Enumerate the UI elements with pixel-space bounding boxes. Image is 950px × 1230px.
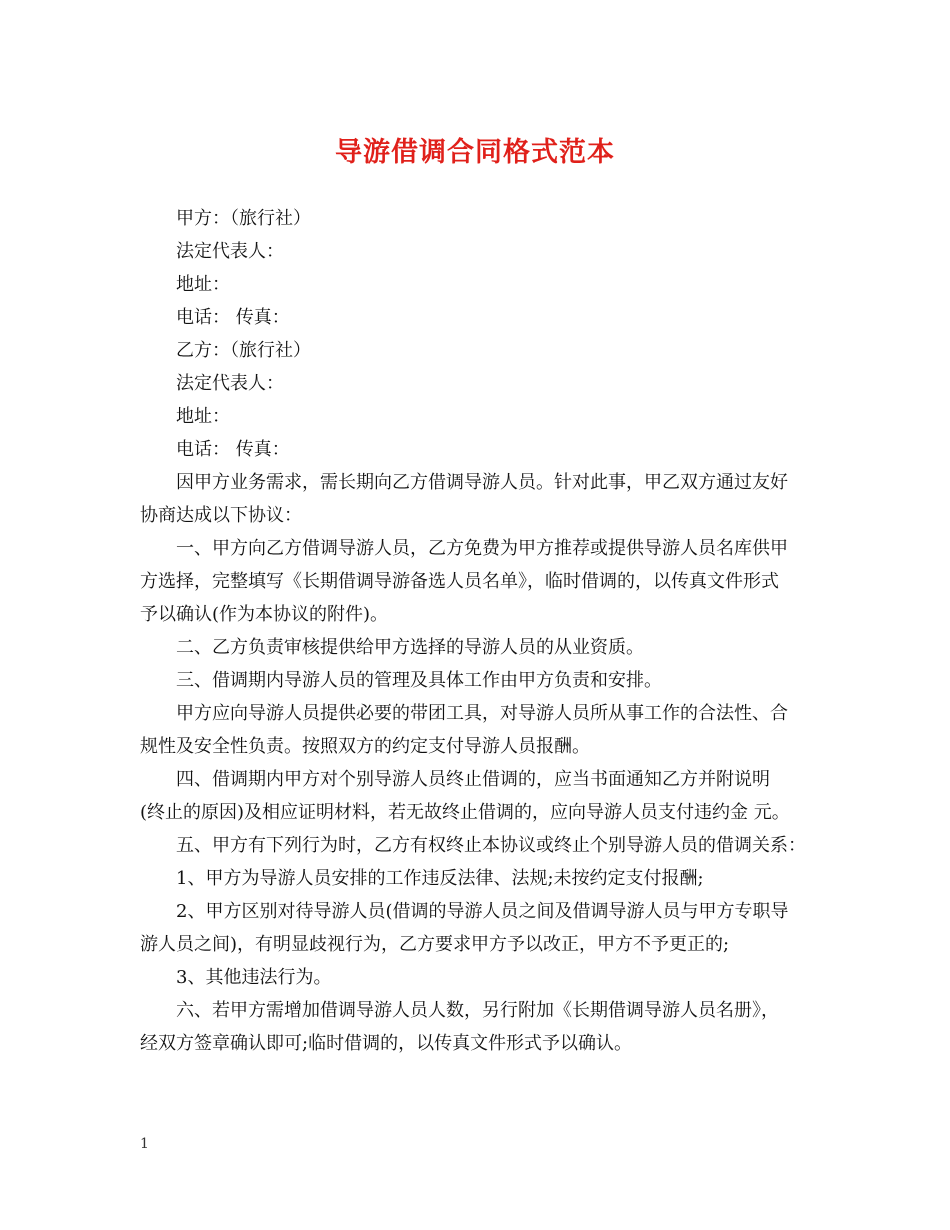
text-line: 甲方：（旅行社） bbox=[176, 208, 311, 229]
text-line: 甲方应向导游人员提供必要的带团工具，对导游人员所从事工作的合法性、合 bbox=[176, 703, 788, 724]
text-line: 电话： 传真： bbox=[176, 307, 290, 328]
text-line: 电话： 传真： bbox=[176, 439, 290, 460]
page-number: 1 bbox=[140, 1136, 149, 1152]
text-line: 游人员之间)，有明显歧视行为，乙方要求甲方予以改正，甲方不予更正的; bbox=[140, 934, 730, 955]
text-line: 地址： bbox=[176, 406, 230, 427]
text-line: 予以确认(作为本协议的附件)。 bbox=[140, 604, 389, 625]
text-line: 六、若甲方需增加借调导游人员人数，另行附加《长期借调导游人员名册》， bbox=[176, 1000, 779, 1021]
text-line: (终止的原因)及相应证明材料，若无故终止借调的，应向导游人员支付违约金 元。 bbox=[140, 802, 790, 823]
text-line: 法定代表人： bbox=[176, 241, 284, 262]
text-line: 因甲方业务需求，需长期向乙方借调导游人员。针对此事，甲乙双方通过友好 bbox=[176, 472, 788, 493]
text-line: 三、借调期内导游人员的管理及具体工作由甲方负责和安排。 bbox=[176, 670, 662, 691]
text-line: 3、其他违法行为。 bbox=[176, 967, 332, 988]
document-title: 导游借调合同格式范本 bbox=[335, 137, 615, 168]
text-line: 法定代表人： bbox=[176, 373, 284, 394]
text-line: 经双方签章确认即可;临时借调的，以传真文件形式予以确认。 bbox=[140, 1033, 633, 1054]
text-line: 地址： bbox=[176, 274, 230, 295]
text-line: 五、甲方有下列行为时，乙方有权终止本协议或终止个别导游人员的借调关系： bbox=[176, 835, 806, 856]
text-line: 2、甲方区别对待导游人员(借调的导游人员之间及借调导游人员与甲方专职导 bbox=[176, 901, 789, 922]
text-line: 协商达成以下协议： bbox=[140, 505, 302, 526]
text-line: 乙方：（旅行社） bbox=[176, 340, 311, 361]
document-body bbox=[140, 202, 824, 1060]
text-line: 二、乙方负责审核提供给甲方选择的导游人员的从业资质。 bbox=[176, 637, 644, 658]
text-line: 1、甲方为导游人员安排的工作违反法律、法规;未按约定支付报酬; bbox=[176, 868, 704, 889]
text-line: 方选择，完整填写《长期借调导游备选人员名单》，临时借调的，以传真文件形式 bbox=[140, 571, 779, 592]
text-line: 规性及安全性负责。按照双方的约定支付导游人员报酬。 bbox=[140, 736, 590, 757]
text-line: 四、借调期内甲方对个别导游人员终止借调的，应当书面通知乙方并附说明 bbox=[176, 769, 770, 790]
text-line: 一、甲方向乙方借调导游人员，乙方免费为甲方推荐或提供导游人员名库供甲 bbox=[176, 538, 788, 559]
